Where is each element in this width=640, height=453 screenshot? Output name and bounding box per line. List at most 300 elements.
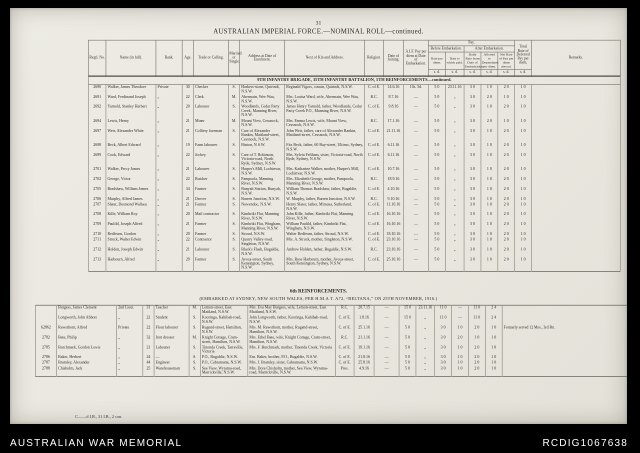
table-row xyxy=(88,257,620,272)
table-row xyxy=(88,237,620,247)
cell: 5 0 xyxy=(399,355,416,361)
cell: Farmer xyxy=(193,232,228,238)
cell: 16.10.16 xyxy=(383,222,403,232)
cell: 3 0 xyxy=(464,153,481,167)
cell: Mrs. Ethel Bate, wife, Knight Cottage, Cram-street, Hamilton, N.S.W. xyxy=(248,335,336,345)
cell: Kimbriki Flat, Wingham, Manning River, N.S.W. xyxy=(240,222,285,232)
cell: S. xyxy=(228,222,239,232)
cell: 1 0 xyxy=(515,257,532,272)
cell: 1 0 xyxy=(515,247,532,257)
cell: Baker, Herbert xyxy=(57,355,117,361)
cell: — xyxy=(403,153,428,167)
cell: Woodlands, Cedar Party Creek, Manning River, N.S.W. xyxy=(240,105,285,119)
cell: 1 0 xyxy=(481,153,498,167)
cell: 5 0 xyxy=(428,129,445,143)
cell: „ xyxy=(445,153,464,167)
document-title: AUSTRALIAN IMPERIAL FORCE.—NOMINAL ROLL—continued. xyxy=(213,28,424,36)
cell: „ xyxy=(156,177,182,187)
cell: Black's Flash, Bugaldie, N.S.W. xyxy=(240,247,285,257)
cell: R.C. xyxy=(335,305,354,315)
cell: Warehouseman xyxy=(154,366,189,376)
col-regtl-no: Regtl. No. xyxy=(88,40,106,76)
cell: Ward, Ferdinand Joseph xyxy=(106,95,156,105)
cell: 15 0 xyxy=(399,305,416,315)
cell: R.C. xyxy=(365,247,384,257)
cell xyxy=(532,212,621,222)
cell: 22 xyxy=(143,316,154,326)
cell xyxy=(532,84,621,94)
cell: 2702 xyxy=(88,177,106,187)
cell: 2692 xyxy=(88,105,106,119)
cell: 1.8.16 xyxy=(354,316,374,326)
cell: Tinonda Creek, Tarraville, Victoria xyxy=(200,345,248,355)
cell: 21 xyxy=(143,345,154,355)
cell: S. xyxy=(228,105,239,119)
cell: R.C. xyxy=(335,335,354,345)
col-group-after-embarkation: After Embarkation. xyxy=(464,46,515,52)
cell: 3 0 xyxy=(464,197,481,203)
cell: 5 0 xyxy=(428,247,445,257)
cell: Mrs. Louisa Ward, wife, Abermain, Wee Waa, N.S.W. xyxy=(285,95,365,105)
cell: 2691 xyxy=(88,95,106,105)
footer-bar xyxy=(0,424,640,453)
cell: Colliery foreman xyxy=(193,129,228,143)
cell: „ xyxy=(445,119,464,129)
cell: 2 0 xyxy=(468,355,485,361)
cell xyxy=(502,335,627,345)
cell: 1 0 xyxy=(515,197,532,203)
cell: Stroud, N.S.W. xyxy=(240,232,285,238)
cell xyxy=(35,316,56,326)
cell: 1 0 xyxy=(485,335,502,345)
cell: S. xyxy=(228,257,239,272)
cell: C. of E. xyxy=(335,345,354,355)
col-next-of-kin: Next of Kin and Address. xyxy=(285,40,365,76)
cell: S. xyxy=(189,345,200,355)
cell: Lemon-street, East Maitland, N.S.W. xyxy=(200,305,248,315)
page-number: 31 xyxy=(315,19,322,26)
col-net-rate: Net Rate of Pay per diem abroad. xyxy=(499,52,514,69)
cell: „ xyxy=(416,335,435,345)
cell: Quarry Valley-road, Singleton, N.S.W. xyxy=(240,237,285,247)
cell: 1 0 xyxy=(515,95,532,105)
cell: C. of E. xyxy=(365,232,384,238)
cell: 22 xyxy=(182,95,193,105)
cell: — xyxy=(403,177,428,187)
cell: Mrs. F. Burchmark, mother, Tinonda Creek, Victoria xyxy=(248,345,336,355)
cell: Mrs. M. Rawsthorn, mother, Rugend-street, Hamilton, N.S.W. xyxy=(248,325,336,335)
cell: 3 0 xyxy=(464,237,481,247)
cell: 5 0 xyxy=(428,177,445,187)
cell: 17.1.16 xyxy=(383,119,403,129)
cell: Longworth, John Abbott xyxy=(57,316,117,326)
section-title: 9TH INFANTRY BRIGADE, 35TH INFANTRY BATTALION, 5TH REINFORCEMENTS—continued. xyxy=(88,76,620,84)
cell: S. xyxy=(189,361,200,367)
cell: 5 0 xyxy=(428,202,445,212)
cell: „ xyxy=(445,247,464,257)
cell: „ xyxy=(156,95,182,105)
cell: 16.10.16 xyxy=(383,212,403,222)
cell: Kimbriki Flat, Manning River, N.S.W. xyxy=(240,212,285,222)
cell: „ xyxy=(445,237,464,247)
cell: „ xyxy=(156,143,182,153)
cell: William Paulild, father, Kimbriki Flat, Wingham, N.S.W. xyxy=(285,222,365,232)
cell: Burgess, James Clement xyxy=(57,305,117,315)
cell: „ xyxy=(445,167,464,177)
cell: 1 0 xyxy=(481,84,498,94)
table-row xyxy=(35,345,627,355)
cell: „ xyxy=(156,212,182,222)
cell: 2 4 xyxy=(485,316,502,326)
cell: P.O., Bugaldie, N.S.W. xyxy=(200,355,248,361)
cell: 2 0 xyxy=(498,105,515,119)
cell: „ xyxy=(445,187,464,197)
col-remarks: Remarks. xyxy=(532,40,621,76)
cell: 11.10.16 xyxy=(383,202,403,212)
cell: „ xyxy=(117,361,143,367)
cell: Checker xyxy=(193,84,228,94)
cell: George, Victor xyxy=(106,177,156,187)
cell: 5 0 xyxy=(428,143,445,153)
cell: 6.11.16 xyxy=(383,153,403,167)
cell: 1 0 xyxy=(485,361,502,367)
cell: 1 0 xyxy=(481,105,498,119)
cell: Labourer xyxy=(193,247,228,257)
cell: Butcher xyxy=(193,177,228,187)
cell: S. xyxy=(228,167,239,177)
cell: „ xyxy=(416,361,435,367)
cell: 5 0 xyxy=(428,187,445,197)
col-trade: Trade or Calling. xyxy=(193,40,228,76)
cell: C. of E. xyxy=(365,237,384,247)
cell: 25.1.16 xyxy=(354,325,374,335)
cell: 22 xyxy=(182,237,193,247)
section2-subtitle: (EMBARKED AT SYDNEY, NEW SOUTH WALES, PER H.M.A.T. A72, “BELTANA,” ON 25TH NOVEMBER, 1916.) xyxy=(199,296,438,302)
cell: — xyxy=(374,345,399,355)
cell: — xyxy=(403,257,428,272)
cell: Care of Alexander Rankin, Maitland-street, Cessnock, N.S.W. xyxy=(240,129,285,143)
cell: — xyxy=(403,197,428,203)
cell: Clerk xyxy=(193,95,228,105)
cell: 1 0 xyxy=(481,222,498,232)
cell: 19 xyxy=(182,143,193,153)
table-row xyxy=(88,247,620,257)
cell: 1 0 xyxy=(485,325,502,335)
cell: „ xyxy=(117,355,143,361)
cell: Kille, William Roy xyxy=(106,212,156,222)
cell: — xyxy=(374,361,399,367)
section-header-row xyxy=(88,76,620,84)
col-date-paid: Date to which paid. xyxy=(445,52,464,70)
cell: Yarnold, Stanley Herbert xyxy=(106,105,156,119)
cell: 18.10.16 xyxy=(383,232,403,238)
cell: 5 0 xyxy=(428,232,445,238)
cell: Miner xyxy=(193,119,228,129)
cell: 5 0 xyxy=(399,345,416,355)
cell: Mrs. J. Bramley, sister, Cabramatta, N.S.W. xyxy=(248,361,336,367)
cell: 21 xyxy=(182,197,193,203)
cell: 1 0 xyxy=(485,345,502,355)
table-row xyxy=(35,305,627,315)
col-address: Address at Date of Enrolment. xyxy=(240,40,285,76)
cell: 34 xyxy=(182,187,193,197)
cell: 5 0 xyxy=(428,257,445,272)
cell: „ xyxy=(156,129,182,143)
cell: 3 0 xyxy=(464,129,481,143)
cell: 2694 xyxy=(88,119,106,129)
cell: Labourer xyxy=(193,105,228,119)
cell: „ xyxy=(156,187,182,197)
table-row xyxy=(88,202,620,212)
cell: C. of E. xyxy=(365,129,384,143)
cell: 1 0 xyxy=(515,212,532,222)
cell: 2787 xyxy=(35,361,56,367)
cell: John Kille, father, Kimbriki Flat, Manning River, N.S.W. xyxy=(285,212,365,222)
printers-imprint: C——d I.B., 31 I.B., 2 con. xyxy=(75,414,123,420)
cell: M. xyxy=(189,305,200,315)
cell: 3 0 xyxy=(464,247,481,257)
cell: 9.10.16 xyxy=(383,197,403,203)
cell: 18.9.16 xyxy=(383,177,403,187)
cell: 1 0 xyxy=(481,232,498,238)
cell: S. xyxy=(228,187,239,197)
cell: 2710 xyxy=(88,232,106,238)
cell: 8.7.16 xyxy=(383,95,403,105)
cell: 1 0 xyxy=(481,129,498,143)
cell: 3 0 xyxy=(435,335,452,345)
cell: C. of E. xyxy=(365,153,384,167)
cell: „ xyxy=(445,212,464,222)
cell: — xyxy=(403,222,428,232)
cell: — xyxy=(403,202,428,212)
cell: 1 0 xyxy=(485,366,502,376)
cell: 62862 xyxy=(35,325,56,335)
cell: Walker, James Theodore xyxy=(106,84,156,94)
cell: 20 xyxy=(182,105,193,119)
cell xyxy=(532,237,621,247)
sd-label: s. d. xyxy=(464,70,481,76)
cell: 22 xyxy=(182,153,193,167)
cell: 14.6.16 xyxy=(383,84,403,94)
cell: Lewis, Henry xyxy=(106,119,156,129)
cell: 1 0 xyxy=(515,177,532,187)
cell: — xyxy=(374,325,399,335)
cell: „ xyxy=(445,232,464,238)
col-religion: Religion. xyxy=(365,40,384,76)
cell: Harper's Mill, Lochinvar, N.S.W. xyxy=(240,167,285,177)
cell: 2 0 xyxy=(498,167,515,177)
cell: 1 0 xyxy=(481,212,498,222)
cell xyxy=(532,153,621,167)
cell: 20 xyxy=(182,232,193,238)
cell: — xyxy=(403,212,428,222)
cell: R.C. xyxy=(365,197,384,203)
cell: — xyxy=(374,335,399,345)
cell: Farmer xyxy=(193,257,228,272)
cell: R.C. xyxy=(365,177,384,187)
cell xyxy=(532,105,621,119)
cell: 9.8.16 xyxy=(383,105,403,119)
cell: — xyxy=(154,355,189,361)
cell: 22 xyxy=(143,325,154,335)
cell: Ern. Baker, brother, P.O., Bugaldie, N.S.W. xyxy=(248,355,336,361)
table-row xyxy=(88,153,620,167)
cell: 2713 xyxy=(88,257,106,272)
cell: 2 0 xyxy=(498,247,515,257)
cell: Private xyxy=(156,84,182,94)
col-allotted: Allotted to Dependants per diem. xyxy=(481,52,499,69)
cell: Henry Slater, father, Mimosa, Sutherland, N.S.W. xyxy=(285,202,365,212)
cell: 3 0 xyxy=(435,325,452,335)
cell: Bate, Philip xyxy=(57,335,117,345)
cell: — xyxy=(452,305,469,315)
cell: Mrs. Emma Lewis, wife, Mount View, Cessnock, N.S.W. xyxy=(285,119,365,129)
cell: Sea View, Wyrama-road, Marrickville, N.S.W. xyxy=(200,366,248,376)
cell: 25.8.16 xyxy=(354,361,374,367)
cell: 1 0 xyxy=(515,105,532,119)
cell: 30 xyxy=(182,84,193,94)
cell: „ xyxy=(156,257,182,272)
cell: „ xyxy=(156,247,182,257)
cell xyxy=(532,187,621,197)
cell: 2 0 xyxy=(498,177,515,187)
cell: — xyxy=(374,305,399,315)
cell: 1 0 xyxy=(515,153,532,167)
cell: 1 0 xyxy=(485,355,502,361)
cell: S. xyxy=(189,316,200,326)
cell: 21 xyxy=(182,202,193,212)
cell: C. of E. xyxy=(365,105,384,119)
cell: — xyxy=(452,316,469,326)
cell: 2709 xyxy=(88,222,106,232)
cell: 2705 xyxy=(88,187,106,197)
cell: C. of E. xyxy=(365,84,384,94)
cell: Farm labourer xyxy=(193,143,228,153)
cell: „ xyxy=(156,167,182,177)
cell: Chisholm, Jack xyxy=(57,366,117,376)
cell: 1 0 xyxy=(515,143,532,153)
cell: 2701 xyxy=(88,167,106,177)
cell: Reginald Vigors, cousin, Quirindi, N.S.W. xyxy=(285,84,365,94)
cell: Pres. xyxy=(335,366,354,376)
cell: „ xyxy=(156,232,182,238)
cell: 25 xyxy=(143,366,154,376)
cell: S. xyxy=(228,197,239,203)
cell: James Henry Yarnold, father, Woodlands, Cedar Party Creek P.O., Manning River, N.S.W. xyxy=(285,105,365,119)
cell xyxy=(532,177,621,187)
cell: 5 0 xyxy=(399,361,416,367)
cell: — xyxy=(403,105,428,119)
cell: 2697 xyxy=(88,129,106,143)
cell: Labourer xyxy=(154,345,189,355)
cell: 23.10.16 xyxy=(383,237,403,247)
cell xyxy=(532,129,621,143)
cell: Murphy, Alfred James xyxy=(106,197,156,203)
cell: 24 xyxy=(143,355,154,361)
cell: 2 0 xyxy=(468,366,485,376)
cell: 5 0 xyxy=(428,84,445,94)
cell: 5 0 xyxy=(428,119,445,129)
cell xyxy=(532,222,621,232)
col-daily-rate-embark: Daily Rate from Date of Embarkation. xyxy=(465,52,484,69)
cell: Burren Junction, N.S.W. xyxy=(240,197,285,203)
cell: S. xyxy=(228,143,239,153)
sd-label: s. d. xyxy=(428,70,445,76)
cell: Binton, N.S.W. xyxy=(240,143,285,153)
cell: 5 0 xyxy=(399,325,416,335)
cell xyxy=(532,202,621,212)
cell: 32 xyxy=(143,335,154,345)
cell: 22 xyxy=(182,177,193,187)
sd-label: s. d. xyxy=(481,70,498,76)
cell: „ xyxy=(445,202,464,212)
col-aif-pay: A.I.F. Pay per diem at Date of Embarkation. xyxy=(403,40,428,76)
cell: S. xyxy=(189,325,200,335)
cell: 1 0 xyxy=(515,129,532,143)
cell: 5 0 xyxy=(428,95,445,105)
cell: 21.1.16 xyxy=(354,335,374,345)
cell: Nowendoc, N.S.W. xyxy=(240,202,285,212)
cell: „ xyxy=(445,222,464,232)
cell: 1 0 xyxy=(452,361,469,367)
cell: Iron dresser xyxy=(154,335,189,345)
cell: 2788 xyxy=(35,366,56,376)
cell: 2 0 xyxy=(481,119,498,129)
cell: Redfearn, Gordon xyxy=(106,232,156,238)
cell: Struck, Walter Edwin xyxy=(106,237,156,247)
cell: 1 0 xyxy=(468,335,485,345)
table-row xyxy=(35,335,627,345)
table-row xyxy=(88,187,620,197)
col-age: Age. xyxy=(182,40,193,76)
cell: M. xyxy=(228,95,239,105)
cell: S. xyxy=(228,202,239,212)
cell: Flour labourer xyxy=(154,325,189,335)
cell: S. xyxy=(228,232,239,238)
cell: Mrs. Katharine Walker, mother, Harper's Mill, Lochinvar, N.S.W. xyxy=(285,167,365,177)
section2-title: 6th REINFORCEMENTS. xyxy=(289,288,348,294)
table-row xyxy=(88,105,620,119)
table-body-1 xyxy=(88,84,620,271)
cell: 3 0 xyxy=(435,361,452,367)
cell: 5 0 xyxy=(428,197,445,203)
cell: 3 0 xyxy=(464,167,481,177)
cell: Mount View, Cessnock, N.S.W. xyxy=(240,119,285,129)
table-row xyxy=(88,143,620,153)
cell: 19.1.16 xyxy=(354,345,374,355)
cell: — xyxy=(403,232,428,238)
cell: C. of E. xyxy=(335,325,354,335)
cell: 1 0 xyxy=(481,257,498,272)
cell: 3 0 xyxy=(464,222,481,232)
table-row xyxy=(88,119,620,129)
awm-label: AUSTRALIAN WAR MEMORIAL xyxy=(10,438,183,449)
cell: Farmer xyxy=(193,222,228,232)
cell: R.C. xyxy=(365,95,384,105)
cell: C. of E. xyxy=(365,202,384,212)
cell: 5 0 xyxy=(428,167,445,177)
cell: Mrs. Sylvia Feltham, sister, Victoria-road, North Ryde, Sydney, N.S.W. xyxy=(285,153,365,167)
cell: S. xyxy=(189,366,200,376)
cell: Contractor xyxy=(193,237,228,247)
cell: „ xyxy=(117,316,143,326)
cell: 1 0 xyxy=(498,119,515,129)
cell xyxy=(502,366,627,376)
cell: „ xyxy=(416,366,435,376)
cell xyxy=(502,305,627,315)
cell: 3 0 xyxy=(464,212,481,222)
cell: 3 0 xyxy=(435,366,452,376)
